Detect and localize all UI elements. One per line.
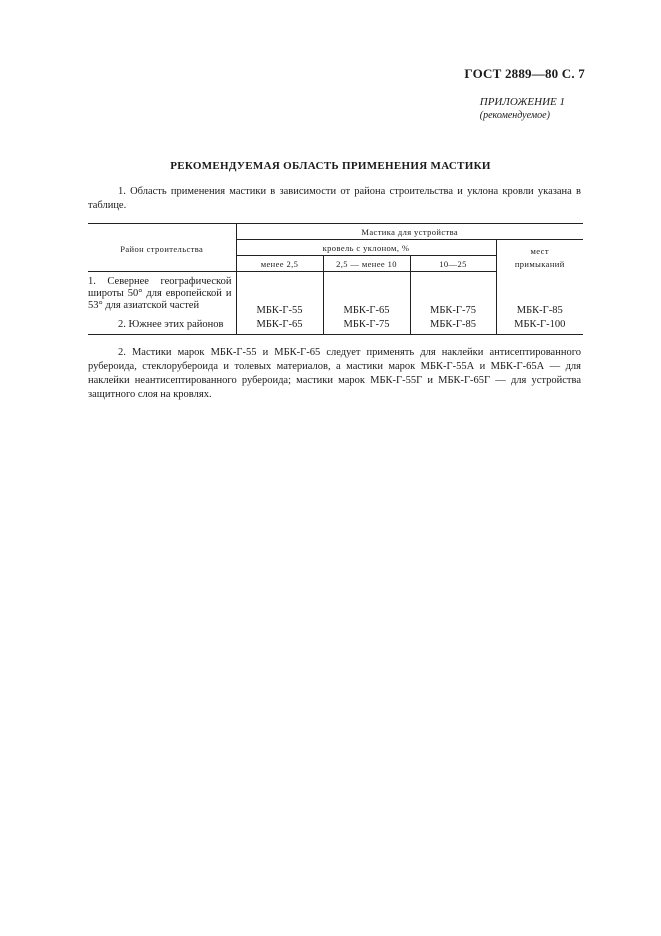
header-joints-line-2: примыканий: [514, 259, 565, 269]
paragraph-1: 1. Область применения мастики в зависимости от района строительства и уклона кровли указана в таблице.: [88, 186, 581, 211]
document-code: ГОСТ 2889—80 С. 7: [464, 66, 585, 81]
header-region: Район строительства: [88, 224, 236, 272]
header-roof-slope: кровель с уклоном, %: [236, 240, 496, 256]
appendix-label: [480, 96, 565, 122]
table-row: [88, 272, 583, 316]
value-cell: МБК-Г-75: [410, 272, 496, 316]
table-row: [88, 316, 583, 335]
header-mastic-group: Мастика для устройства: [236, 224, 583, 240]
page-title: РЕКОМЕНДУЕМАЯ ОБЛАСТЬ ПРИМЕНЕНИЯ МАСТИКИ: [170, 160, 491, 172]
region-cell: 2. Южнее этих районов: [88, 316, 236, 335]
value-cell: МБК-Г-85: [410, 316, 496, 335]
value-cell: МБК-Г-75: [323, 316, 410, 335]
paragraph-2: 2. Мастики марок МБК-Г-55 и МБК-Г-65 следует применять для наклейки антисептированного рубероида, стеклорубероида и толевых материалов, а мастики марок МБК-Г-55А и МБК-Г-65А — для наклейки неантисептированного рубероида; мастики марок МБК-Г-55Г и МБК-Г-65Г — для устройства защитного слоя на кровлях.: [88, 347, 581, 400]
region-cell: 1. Севернее географической широты 50° для европейской и 53° для азиатской частей: [88, 276, 232, 311]
appendix-note: (рекомендуемое): [479, 110, 550, 121]
value-cell: МБК-Г-65: [323, 272, 410, 316]
header-slope-3: 10—25: [410, 256, 496, 272]
value-cell: МБК-Г-55: [236, 272, 323, 316]
mastic-table: [88, 223, 583, 335]
header-slope-1: менее 2,5: [236, 256, 323, 272]
header-joints-line-1: мест: [530, 246, 549, 256]
header-joints: [496, 240, 583, 272]
value-cell: МБК-Г-100: [496, 316, 583, 335]
appendix-title: ПРИЛОЖЕНИЕ 1: [479, 96, 565, 108]
header-slope-2: 2,5 — менее 10: [323, 256, 410, 272]
value-cell: МБК-Г-65: [236, 316, 323, 335]
value-cell: МБК-Г-85: [496, 272, 583, 316]
